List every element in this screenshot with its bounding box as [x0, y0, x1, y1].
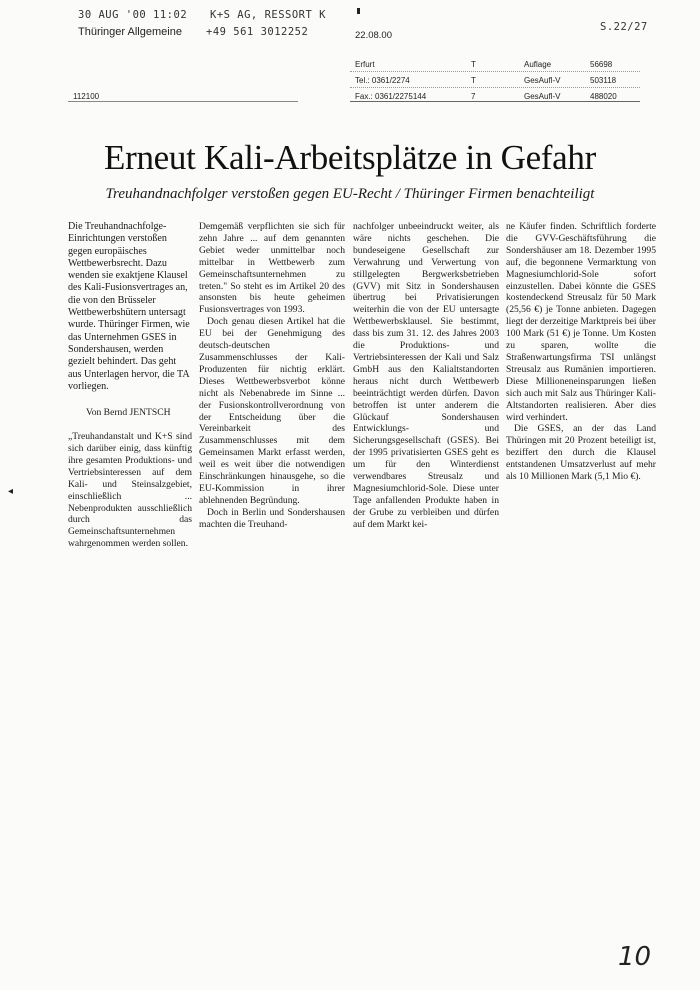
source-fax: Fax.: 0361/2275144 — [355, 92, 427, 101]
auflage-value: 56698 — [590, 60, 613, 69]
fax-sender: K+S AG, RESSORT K — [210, 9, 326, 21]
article-col2-p1: Demgemäß verpflichten sie sich für zehn Jahre ... auf dem genannten Gebiet weder unmittelbar noch mittelbar in Wettbewerb zum Gemeinschaftsunternehmen zu treten." So steht es im Artikel 20 des ansonsten bis heute geheimen Fusionsvertrages von 1993. — [199, 221, 345, 316]
article-column-2 — [199, 221, 345, 531]
article-column-3 — [353, 221, 499, 531]
newspaper-name: Thüringer Allgemeine — [78, 26, 182, 38]
article-col2-p3: Doch in Berlin und Sondershausen machten die Treuhand- — [199, 506, 345, 530]
clip-date: 22.08.00 — [355, 30, 392, 41]
clip-code: 112100 — [73, 92, 100, 101]
clip-code-divider — [68, 101, 298, 102]
article-byline: Von Bernd JENTSCH — [86, 407, 171, 419]
punch-mark-icon: ◂ — [8, 486, 14, 497]
metadata-divider-dotted-2 — [350, 87, 640, 88]
metadata-divider — [350, 101, 640, 102]
gesaufl-value-2: 488020 — [590, 92, 617, 101]
article-subheadline: Treuhandnachfolger verstoßen gegen EU-Recht / Thüringer Firmen benachteiligt — [105, 186, 595, 202]
article-headline: Erneut Kali-Arbeitsplätze in Gefahr — [104, 138, 596, 177]
source-mark-1: T — [471, 60, 476, 69]
source-mark-2: T — [471, 76, 476, 85]
auflage-label: Auflage — [524, 60, 552, 69]
article-col1-body: „Treuhandanstalt und K+S sind sich darüber einig, dass künftig ihre gesamten Produktions- und Vertriebsinteressen auf dem Kali- und Steinsalzgebiet, einschließlich ... Nebenprodukten ausschließlich durch das Gemeinschaftsunternehmen wahrgenommen werden sollen. — [68, 431, 192, 550]
article-col4-p2: Die GSES, an der das Land Thüringen mit 20 Prozent beteiligt ist, beziffert den durch die Klausel entstandenen Umsatzverlust auf mehr als 10 Millionen Mark (5,1 Mio €). — [506, 423, 656, 483]
gesaufl-label-2: GesAufl-V — [524, 92, 561, 101]
article-col2-p2: Doch genau diesen Artikel hat die EU bei der Genehmigung des deutsch-deutschen Zusammenschlusses der Kali-Produzenten für nichtig erklärt. Dieses Wettbewerbsverbot könne nicht als Nebenabrede im Sinne ... der Fusionskontrollverordnung von der Entscheidung über die Vereinbarkeit des Zusammenschlusses mit dem Gemeinsamen Markt erfasst werden, weil es weit über die notwendigen Einschränkungen hinausgehe, so die EU-Kommission in ihrer ablehnenden Begründung. — [199, 316, 345, 506]
fax-mark — [357, 8, 360, 14]
source-city: Erfurt — [355, 60, 375, 69]
source-mark-3: 7 — [471, 92, 476, 101]
article-column-4 — [506, 221, 656, 483]
article-column-1 — [68, 221, 192, 550]
source-tel: Tel.: 0361/2274 — [355, 76, 410, 85]
fax-page-number: S.22/27 — [600, 21, 648, 33]
fax-phone: +49 561 3012252 — [206, 26, 309, 38]
fax-date-time: 30 AUG '00 11:02 — [78, 9, 188, 21]
metadata-divider-dotted-1 — [350, 71, 640, 72]
gesaufl-value-1: 503118 — [590, 76, 617, 85]
gesaufl-label-1: GesAufl-V — [524, 76, 561, 85]
article-lede: Die Treuhandnachfolge-Einrichtungen verstoßen gegen europäisches Wettbewerbsrecht. Dazu wenden sie exaktjene Klausel des Kali-Fusionsvertrages an, die von den Brüsseler Wettbewerbshütern untersagt wurde. Thüringer Firmen, wie das Unternehmen GSES in Sondershausen, werden gezielt behindert. Das geht aus Unterlagen hervor, die TA vorliegen. — [68, 221, 190, 392]
handwritten-page-number: 10 — [618, 942, 652, 972]
article-col3-body: nachfolger unbeeindruckt weiter, als wäre nichts geschehen. Die bundeseigene Gesellschaft zur Verwahrung und Verwertung von stillgelegten Bergwerksbetrieben (GVV) mit Sitz in Sondershausen übertrug bei Privatisierungen weiterhin die von der EU untersagte Wettbewerbsklausel. Sie bestimmt, dass bis zum 31. 12. des Jahres 2003 die Produktions- und Vertriebsinteressen der Kali und Salz GmbH aus den Kalialtstandorten heraus nicht durch Wettbewerb beeinträchtigt werden dürfen. Davon betroffen ist unter anderem die Glückauf Sondershausen Entwicklungs- und Sicherungsgesellschaft (GSES). Bei der 1995 privatisierten GSES geht es um für den Winterdienst verwendbares Streusalz und Magnesiumchlorid-Sole. Diese unter Tage anfallenden Produkte haben in der Grube zu verbleiben und dürfen auf dem Markt kei- — [353, 221, 499, 530]
article-col4-p1: ne Käufer finden. Schriftlich forderte die GVV-Geschäftsführung die Sondershäuser am 18. Dezember 1995 auf, die begonnene Vermarktung von Magnesiumchlorid-Sole sofort einzustellen. Dabei könnte die GSES kostendeckend Streusalz für 50 Mark (25,56 €) je Tonne anbieten. Dagegen liegt der derzeitige Marktpreis bei über 100 Mark (51 €) je Tonne. Um Kosten zu sparen, wollte die Straßenwartungsfirma TSI unlängst Streusalz aus Rumänien importieren. Diese Millioneneinsparungen ließen sich auch mit Salz aus Thüringer Kali-Altstandorten realisieren. Aber dies wird verhindert. — [506, 221, 656, 423]
